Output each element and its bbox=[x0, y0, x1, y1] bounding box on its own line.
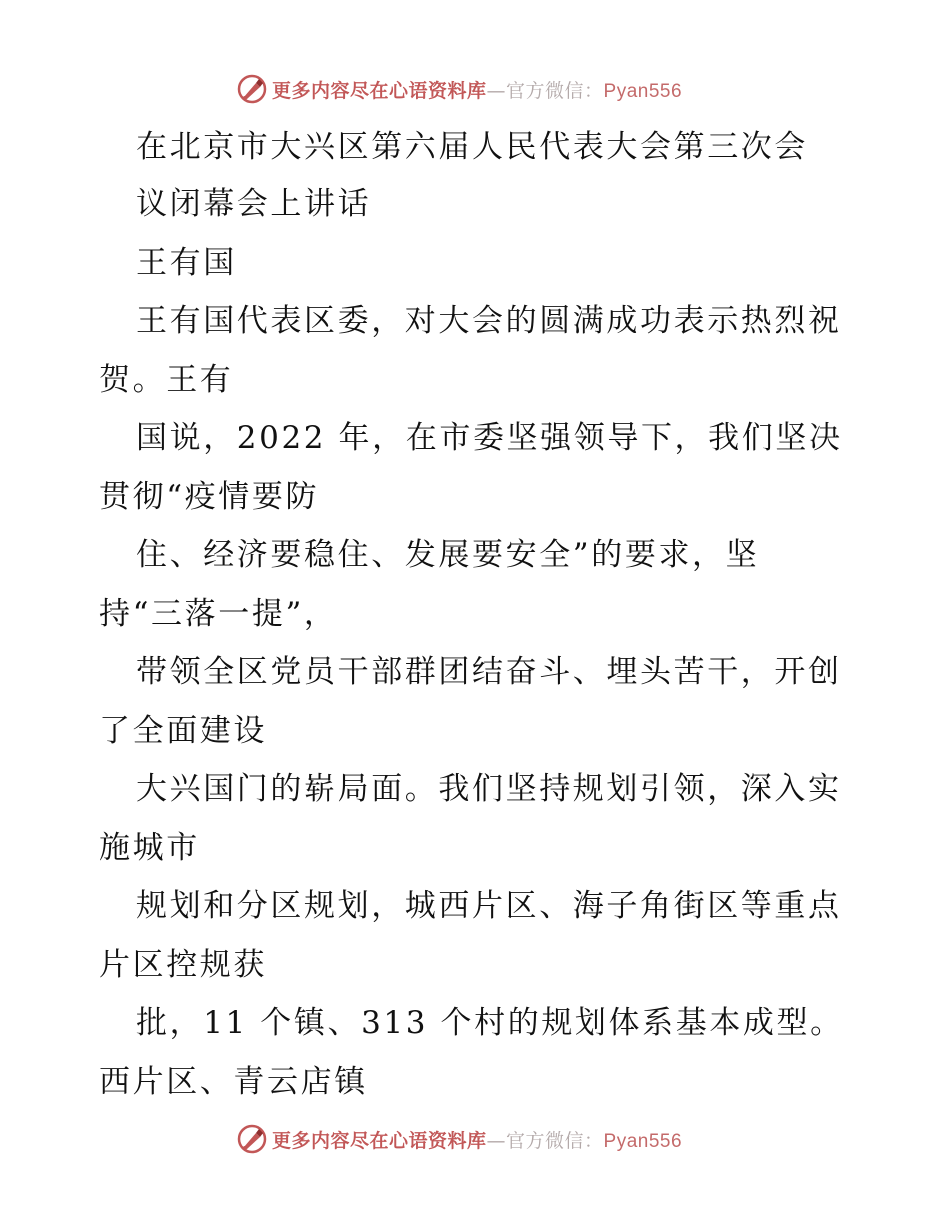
text-line: 批，11 个镇、313 个村的规划体系基本成型。 bbox=[136, 1005, 844, 1041]
text-line: 持“三落一提”， bbox=[99, 596, 338, 632]
text-line: 了全面建设 bbox=[99, 713, 267, 749]
text-line: 施城市 bbox=[99, 830, 200, 866]
text-line: 住、经济要稳住、发展要安全”的要求，坚 bbox=[136, 537, 760, 573]
text-line: 贺。王有 bbox=[99, 362, 234, 398]
text-line: 带领全区党员干部群团结奋斗、埋头苦干，开创 bbox=[136, 654, 842, 690]
text-line: 西片区、青云店镇 bbox=[99, 1064, 368, 1100]
text-line: 国说，2022 年，在市委坚强领导下，我们坚决 bbox=[136, 420, 843, 456]
footer-watermark-banner bbox=[236, 1122, 682, 1156]
text-line: 王有国 bbox=[136, 245, 237, 281]
text-line: 议闭幕会上讲话 bbox=[136, 186, 372, 222]
text-line: 贯彻“疫情要防 bbox=[99, 479, 320, 515]
text-line: 在北京市大兴区第六届人民代表大会第三次会 bbox=[136, 129, 808, 165]
watermark-text: 更多内容尽在心语资料库—官方微信：Pyan556 bbox=[272, 79, 683, 102]
text-line: 片区控规获 bbox=[99, 947, 267, 983]
text-line: 大兴国门的崭局面。我们坚持规划引领，深入实 bbox=[136, 771, 842, 807]
pen-logo-icon bbox=[236, 1123, 268, 1155]
text-line: 规划和分区规划，城西片区、海子角街区等重点 bbox=[136, 888, 842, 924]
text-line: 王有国代表区委，对大会的圆满成功表示热烈祝 bbox=[136, 303, 842, 339]
watermark-text: 更多内容尽在心语资料库—官方微信：Pyan556 bbox=[272, 1129, 683, 1152]
